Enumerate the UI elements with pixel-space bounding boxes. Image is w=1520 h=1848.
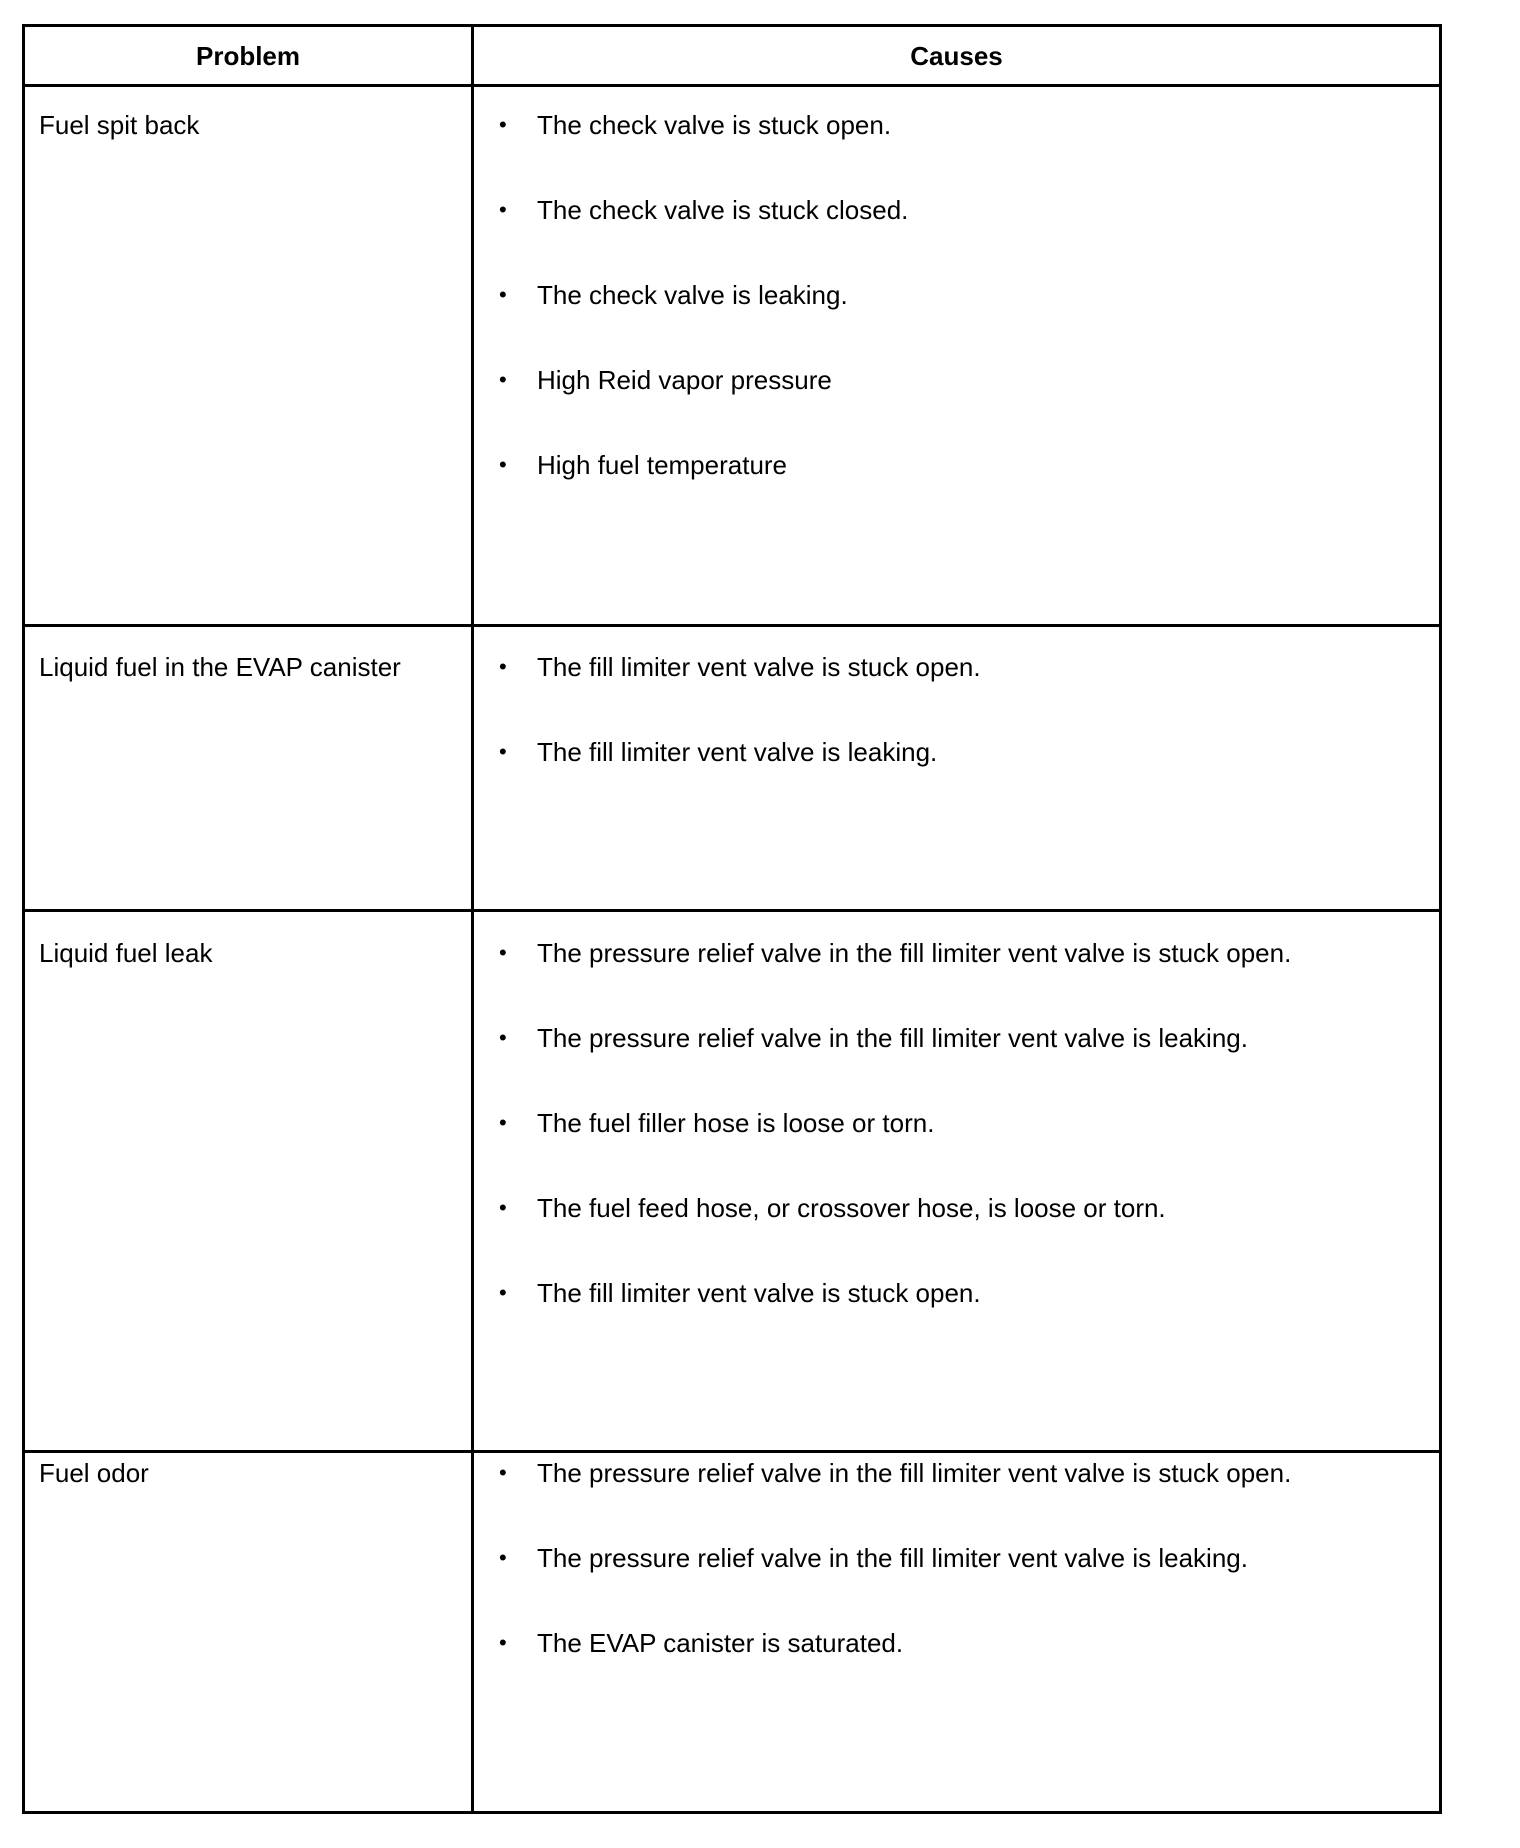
cause-text: The check valve is stuck closed. (537, 195, 909, 225)
bullet-icon: • (499, 1110, 507, 1135)
cause-item (487, 105, 1419, 190)
bullet-icon: • (499, 1025, 507, 1050)
cause-text: The fuel filler hose is loose or torn. (537, 1108, 935, 1138)
cause-text: The fill limiter vent valve is stuck open. (537, 652, 981, 682)
problem-cell: Liquid fuel in the EVAP canister (39, 652, 401, 682)
cause-item (487, 1188, 1419, 1273)
cause-item (487, 1018, 1419, 1103)
causes-list (487, 1453, 1419, 1708)
bullet-icon: • (499, 1280, 507, 1305)
cause-item (487, 732, 1419, 817)
bullet-icon: • (499, 112, 507, 137)
bullet-icon: • (499, 452, 507, 477)
causes-list (487, 933, 1419, 1358)
bullet-icon: • (499, 940, 507, 965)
cause-item (487, 1103, 1419, 1188)
bullet-icon: • (499, 1195, 507, 1220)
cause-item (487, 275, 1419, 360)
cause-item (487, 1623, 1419, 1708)
problem-cell: Fuel odor (39, 1458, 149, 1488)
cause-item (487, 933, 1419, 1018)
header-problem: Problem (195, 41, 301, 71)
causes-list (487, 647, 1419, 817)
problem-cell: Liquid fuel leak (39, 938, 213, 968)
cause-item (487, 1273, 1419, 1358)
bullet-icon: • (499, 282, 507, 307)
cause-text: High fuel temperature (537, 450, 788, 480)
cause-item (487, 1538, 1419, 1623)
causes-list (487, 105, 1419, 530)
cause-item (487, 190, 1419, 275)
cause-item (487, 1453, 1419, 1538)
cause-text: The pressure relief valve in the fill limiter vent valve is stuck open. (537, 938, 1292, 968)
cause-text: High Reid vapor pressure (537, 365, 832, 395)
row-divider (25, 624, 1439, 627)
cause-text: The fuel feed hose, or crossover hose, is loose or torn. (537, 1193, 1166, 1223)
problem-cell: Fuel spit back (39, 110, 200, 140)
cause-text: The check valve is leaking. (537, 280, 848, 310)
header-causes: Causes (910, 41, 1003, 71)
bullet-icon: • (499, 739, 507, 764)
header-divider (25, 84, 1439, 87)
cause-text: The pressure relief valve in the fill limiter vent valve is leaking. (537, 1023, 1248, 1053)
bullet-icon: • (499, 197, 507, 222)
bullet-icon: • (499, 1630, 507, 1655)
cause-text: The pressure relief valve in the fill limiter vent valve is stuck open. (537, 1458, 1292, 1488)
bullet-icon: • (499, 367, 507, 392)
bullet-icon: • (499, 1545, 507, 1570)
cause-item (487, 647, 1419, 732)
cause-text: The fill limiter vent valve is stuck open. (537, 1278, 981, 1308)
column-divider (471, 27, 474, 1811)
cause-text: The pressure relief valve in the fill limiter vent valve is leaking. (537, 1543, 1248, 1573)
problem-causes-table (22, 24, 1442, 1814)
cause-text: The check valve is stuck open. (537, 110, 892, 140)
row-divider (25, 909, 1439, 912)
cause-text: The EVAP canister is saturated. (537, 1628, 904, 1658)
cause-text: The fill limiter vent valve is leaking. (537, 737, 938, 767)
bullet-icon: • (499, 1460, 507, 1485)
cause-item (487, 360, 1419, 445)
bullet-icon: • (499, 654, 507, 679)
cause-item (487, 445, 1419, 530)
